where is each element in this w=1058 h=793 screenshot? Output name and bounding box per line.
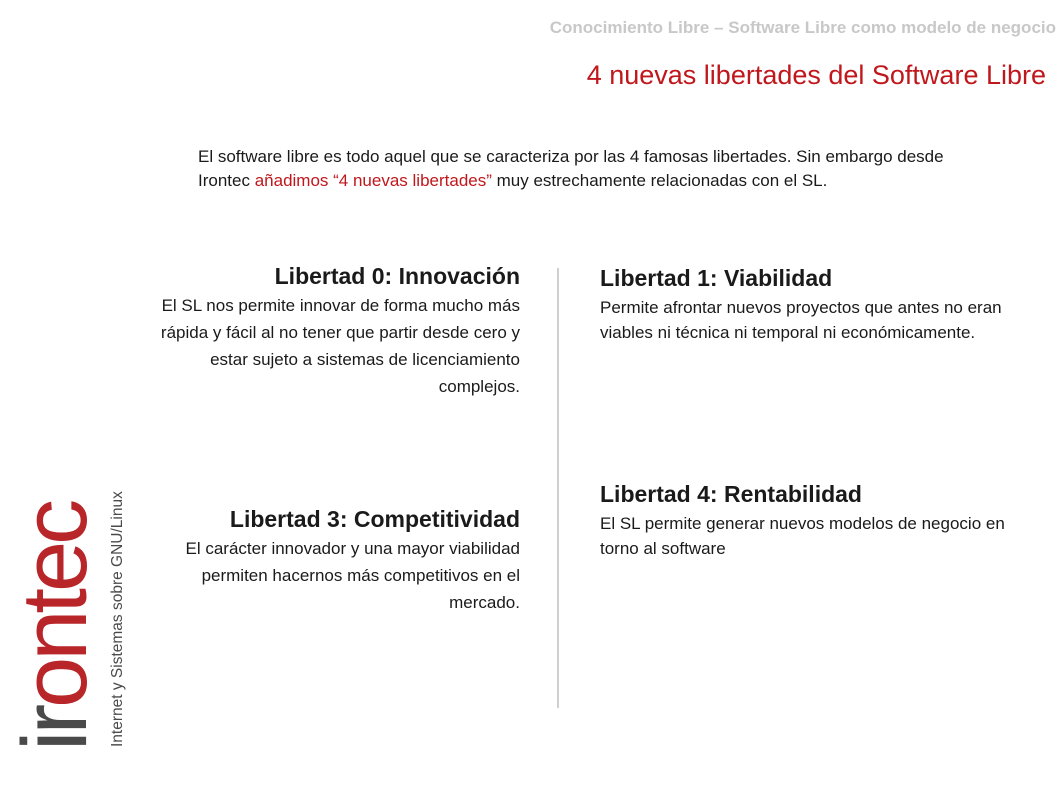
freedom-3-text: El carácter innovador y una mayor viabilidad permiten hacernos más competitivos en el mercado. [185, 539, 520, 612]
freedom-4-text: El SL permite generar nuevos modelos de negocio en torno al software [600, 514, 1005, 558]
freedom-1-text: Permite afrontar nuevos proyectos que antes no eran viables ni técnica ni temporal ni económicamente. [600, 298, 1002, 342]
freedom-1-title: Libertad 1: Viabilidad [600, 265, 833, 291]
irontec-logo-graphic [14, 455, 126, 755]
intro-paragraph [198, 145, 998, 193]
intro-text-2: muy estrechamente relacionadas con el SL. [491, 171, 828, 190]
freedom-0-text: El SL nos permite innovar de forma mucho más rápida y fácil al no tener que partir desde cero y estar sujeto a sistemas de licenciamiento complejos. [160, 296, 520, 396]
freedom-4-block [600, 480, 1010, 561]
freedom-0-title: Libertad 0: Innovación [274, 263, 520, 289]
svg-text:irontec: irontec [14, 502, 106, 751]
svg-text:Internet y Sistemas sobre GNU/: Internet y Sistemas sobre GNU/Linux [109, 491, 126, 747]
presentation-subtitle: Conocimiento Libre – Software Libre como modelo de negocio [549, 18, 1056, 37]
intro-text-1: El software libre es todo aquel que se caracteriza por las 4 famosas libertades. Sin embargo desde Irontec [198, 147, 944, 190]
column-divider [557, 268, 559, 708]
freedom-4-title: Libertad 4: Rentabilidad [600, 481, 862, 507]
intro-highlight: añadimos “4 nuevas libertades” [254, 171, 492, 190]
irontec-logo [14, 455, 126, 755]
freedom-1-block [600, 264, 1010, 345]
freedom-0-block [150, 262, 520, 400]
freedom-3-title: Libertad 3: Competitividad [229, 506, 520, 532]
slide-title: 4 nuevas libertades del Software Libre [586, 60, 1046, 90]
freedom-3-block [150, 505, 520, 616]
